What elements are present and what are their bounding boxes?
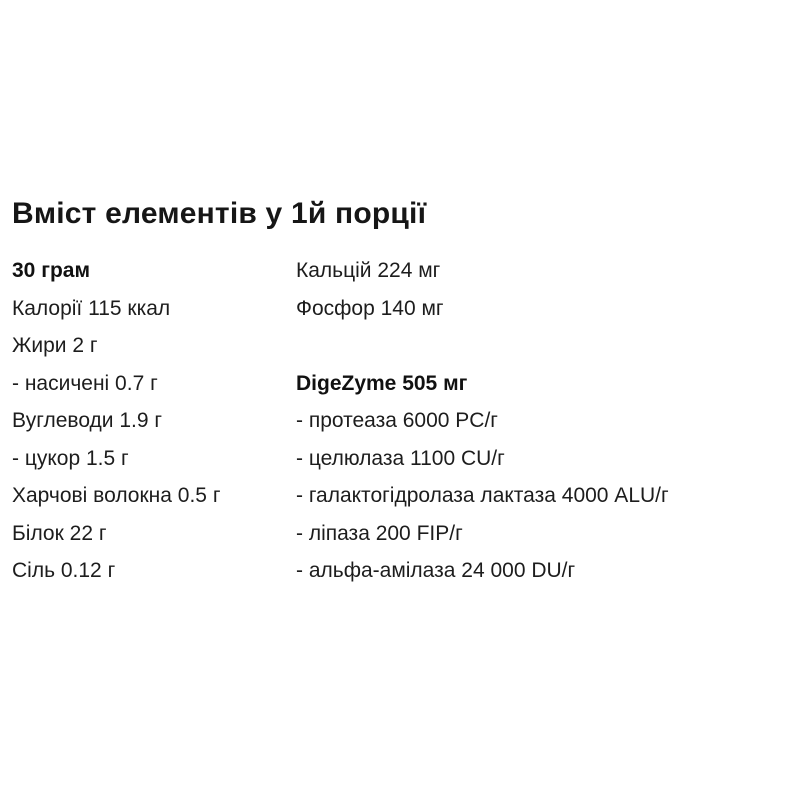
list-item: Кальцій 224 мг — [296, 259, 441, 282]
list-item: - насичені 0.7 г — [12, 371, 158, 395]
list-item: - цукор 1.5 г — [12, 446, 129, 470]
nutrition-column-right — [296, 252, 800, 590]
list-item: Харчові волокна 0.5 г — [12, 484, 221, 507]
list-item: - протеаза 6000 PC/г — [296, 409, 498, 432]
list-item: - альфа-амілаза 24 000 DU/г — [296, 559, 576, 582]
nutrition-columns — [0, 252, 800, 590]
list-item: Жири 2 г — [12, 334, 98, 357]
list-item: Вуглеводи 1.9 г — [12, 409, 163, 432]
list-item: Фосфор 140 мг — [296, 296, 444, 320]
list-item: - галактогідролаза лактаза 4000 ALU/г — [296, 484, 669, 507]
nutrition-column-left — [0, 252, 296, 590]
page-title: Вміст елементів у 1й порції — [12, 197, 427, 230]
list-item: Калорії 115 ккал — [12, 296, 171, 320]
list-item: Білок 22 г — [12, 521, 107, 545]
list-item-spacer — [296, 327, 800, 365]
list-item: - целюлаза 1100 CU/г — [296, 446, 505, 470]
list-item: Сіль 0.12 г — [12, 559, 116, 582]
list-item: 30 грам — [12, 259, 90, 282]
list-item: DigeZyme 505 мг — [296, 371, 468, 395]
list-item: - ліпаза 200 FIP/г — [296, 521, 463, 545]
